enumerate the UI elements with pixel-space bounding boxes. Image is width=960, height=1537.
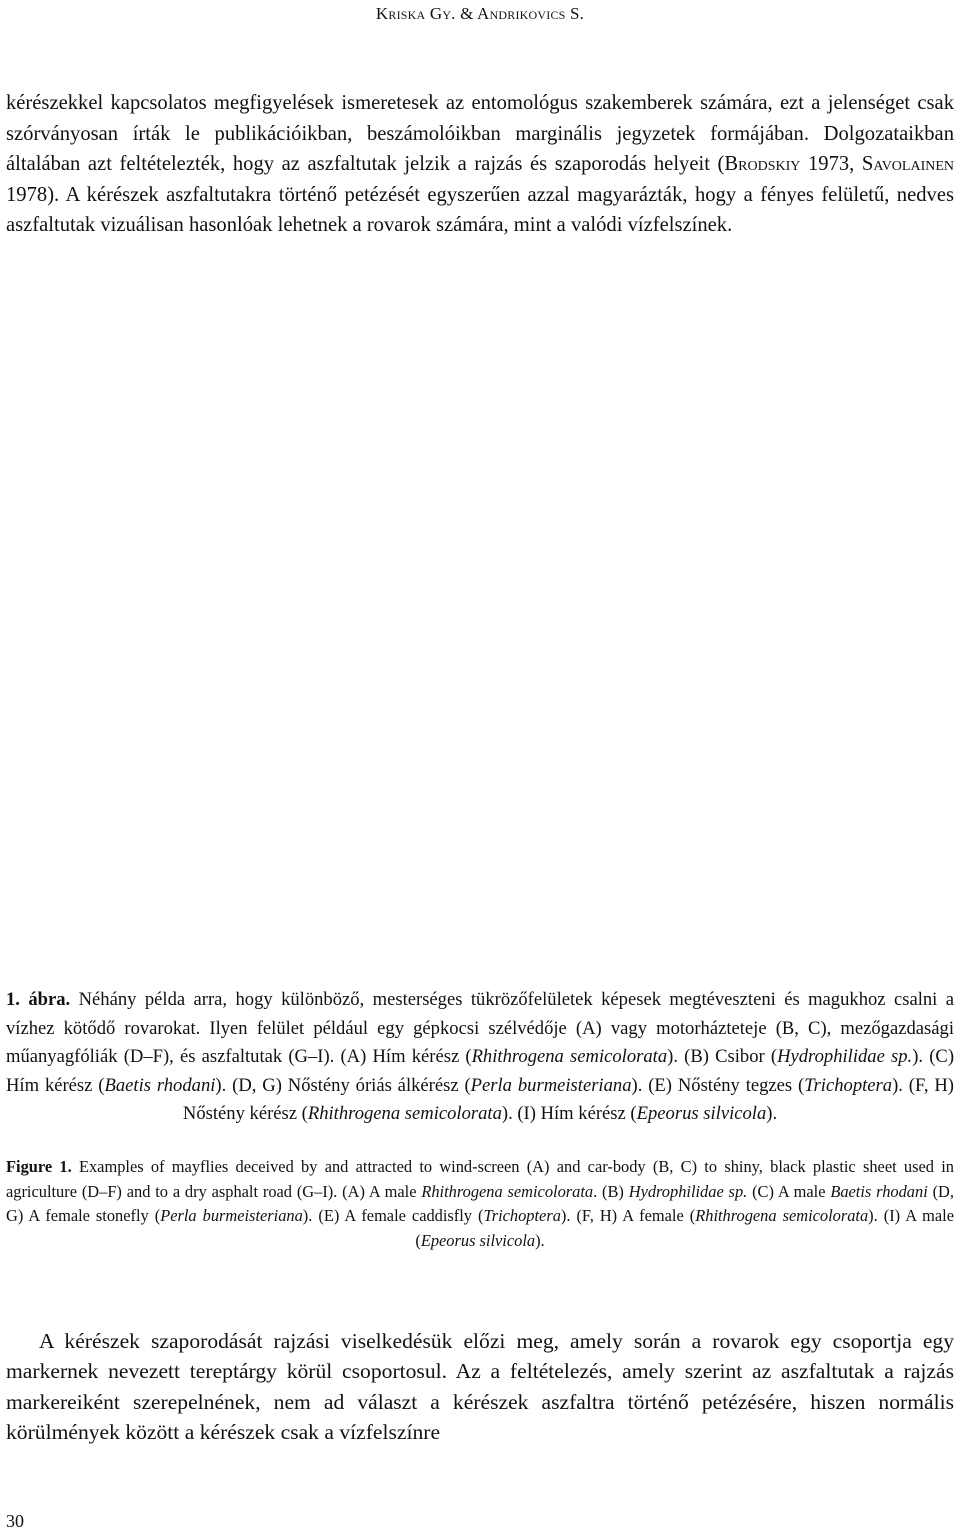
ref2-year: 1978).: [6, 183, 66, 206]
running-header: [0, 4, 960, 24]
caption-en-text: Examples of mayflies deceived by and attracted to wind-screen (A) and car-body (B, C) to shiny, black plastic sheet used in agriculture (D–F) and to a dry asphalt road (G–I). (A) A male: [6, 1157, 954, 1201]
page-number: 30: [6, 1511, 24, 1531]
caption-en-text: . (B): [593, 1181, 629, 1201]
ref2-surname: avolainen: [873, 153, 955, 176]
author1-surname: riska: [388, 4, 426, 23]
body-paragraph-1: [6, 88, 954, 241]
species-name: Epeorus silvicola: [636, 1103, 767, 1125]
caption-hu-text: ). (E) Nőstény tegzes (: [631, 1074, 805, 1096]
species-name: Trichoptera: [804, 1074, 893, 1096]
caption-hu-label: 1. ábra.: [6, 989, 71, 1010]
ref2-initial: S: [861, 153, 874, 176]
author2-initial: A: [477, 4, 490, 23]
species-name: Perla burmeisteriana: [160, 1206, 303, 1225]
caption-en-text: ). (E) A female caddisfly (: [302, 1206, 484, 1225]
caption-hu-text: ). (D, G) Nőstény óriás álkérész (: [215, 1074, 471, 1096]
caption-en-text: (D, G) A female stonefly (: [6, 1181, 954, 1225]
caption-hu-text: ). (C) Hím kérész (: [6, 1046, 955, 1096]
ref1-year: 1973,: [800, 153, 862, 176]
body-paragraph-2: A kérészek szaporodását rajzási viselkedésük előzi meg, amely során a rovarok egy csoportja egy markernek nevezett tereptárgy körül csoportosul. Az a feltételezés, amely szerint az aszfaltutak a rajzás markereiként szerepelnének, nem ad választ a kérészek aszfaltra történő petézésére, hiszen normális körülmények között a kérészek csak a vízfelszínre: [6, 1329, 954, 1445]
figure-caption-hungarian: [6, 986, 954, 1129]
author1-initial: K: [375, 4, 389, 23]
caption-en-text: ).: [535, 1230, 545, 1250]
species-name: Rhithrogena semicolorata: [307, 1103, 502, 1125]
caption-en-text: ). (F, H) A female (: [560, 1206, 696, 1225]
species-name: Rhithrogena semicolorata: [471, 1046, 668, 1068]
caption-hu-text: ). (F, H) Nőstény kérész (: [182, 1074, 954, 1125]
species-name: Hydrophilidae sp.: [628, 1181, 748, 1201]
caption-hu-text: ).: [766, 1103, 778, 1125]
author2-surname: ndrikovics: [489, 4, 566, 23]
caption-hu-text: Néhány példa arra, hogy különböző, mesterséges tükrözőfelületek képesek megtéveszteni és magukhoz csalni a vízhez kötődő rovarokat. Ilyen felület például egy gépkocsi szélvédője (A) vagy motorházteteje (B, C), mezőgazdasági műanyagfóliák (D–F), és aszfaltutak (G–I). (A) Hím kérész (: [6, 989, 954, 1068]
species-name: Epeorus silvicola: [420, 1230, 536, 1250]
ref1-initial: B: [724, 153, 739, 176]
caption-en-text: ). (I) A male (: [415, 1206, 955, 1250]
author1-given: Gy.: [429, 4, 456, 23]
species-name: Trichoptera: [483, 1206, 561, 1225]
figure-1-image-area: [6, 272, 954, 972]
species-name: Rhithrogena semicolorata: [695, 1206, 869, 1225]
caption-en-text: (C) A male: [747, 1181, 831, 1201]
figure-caption-english: [6, 1155, 954, 1253]
species-name: Hydrophilidae sp.: [777, 1046, 913, 1068]
species-name: Baetis rhodani: [830, 1181, 928, 1201]
caption-en-label: Figure 1.: [6, 1157, 72, 1176]
ref1-surname: rodskiy: [738, 153, 801, 176]
species-name: Perla burmeisteriana: [470, 1074, 632, 1096]
paragraph1-text-a: kérészekkel kapcsolatos megfigyelések ismeretesek az entomológus szakemberek számára, ezt a jelenséget csak szórványosan írták le publikációikban, beszámolóikban marginális jegyzetek formájában. Dolgozataikban általában azt feltételezték, hogy az aszfaltutak jelzik a rajzás és szaporodás helyeit (: [6, 92, 954, 176]
caption-hu-text: ). (B) Csibor (: [667, 1046, 778, 1068]
author-separator: &: [460, 4, 474, 23]
species-name: Baetis rhodani: [104, 1074, 216, 1096]
caption-hu-text: ). (I) Hím kérész (: [501, 1103, 637, 1125]
paragraph1-text-b: A kérészek aszfaltutakra történő petézését egyszerűen azzal magyarázták, hogy a fényes felületű, nedves aszfaltutak vizuálisan hasonlóak lehetnek a rovarok számára, mint a valódi vízfelszínek.: [6, 183, 954, 237]
author2-given: S.: [570, 4, 585, 23]
species-name: Rhithrogena semicolorata: [421, 1181, 594, 1201]
